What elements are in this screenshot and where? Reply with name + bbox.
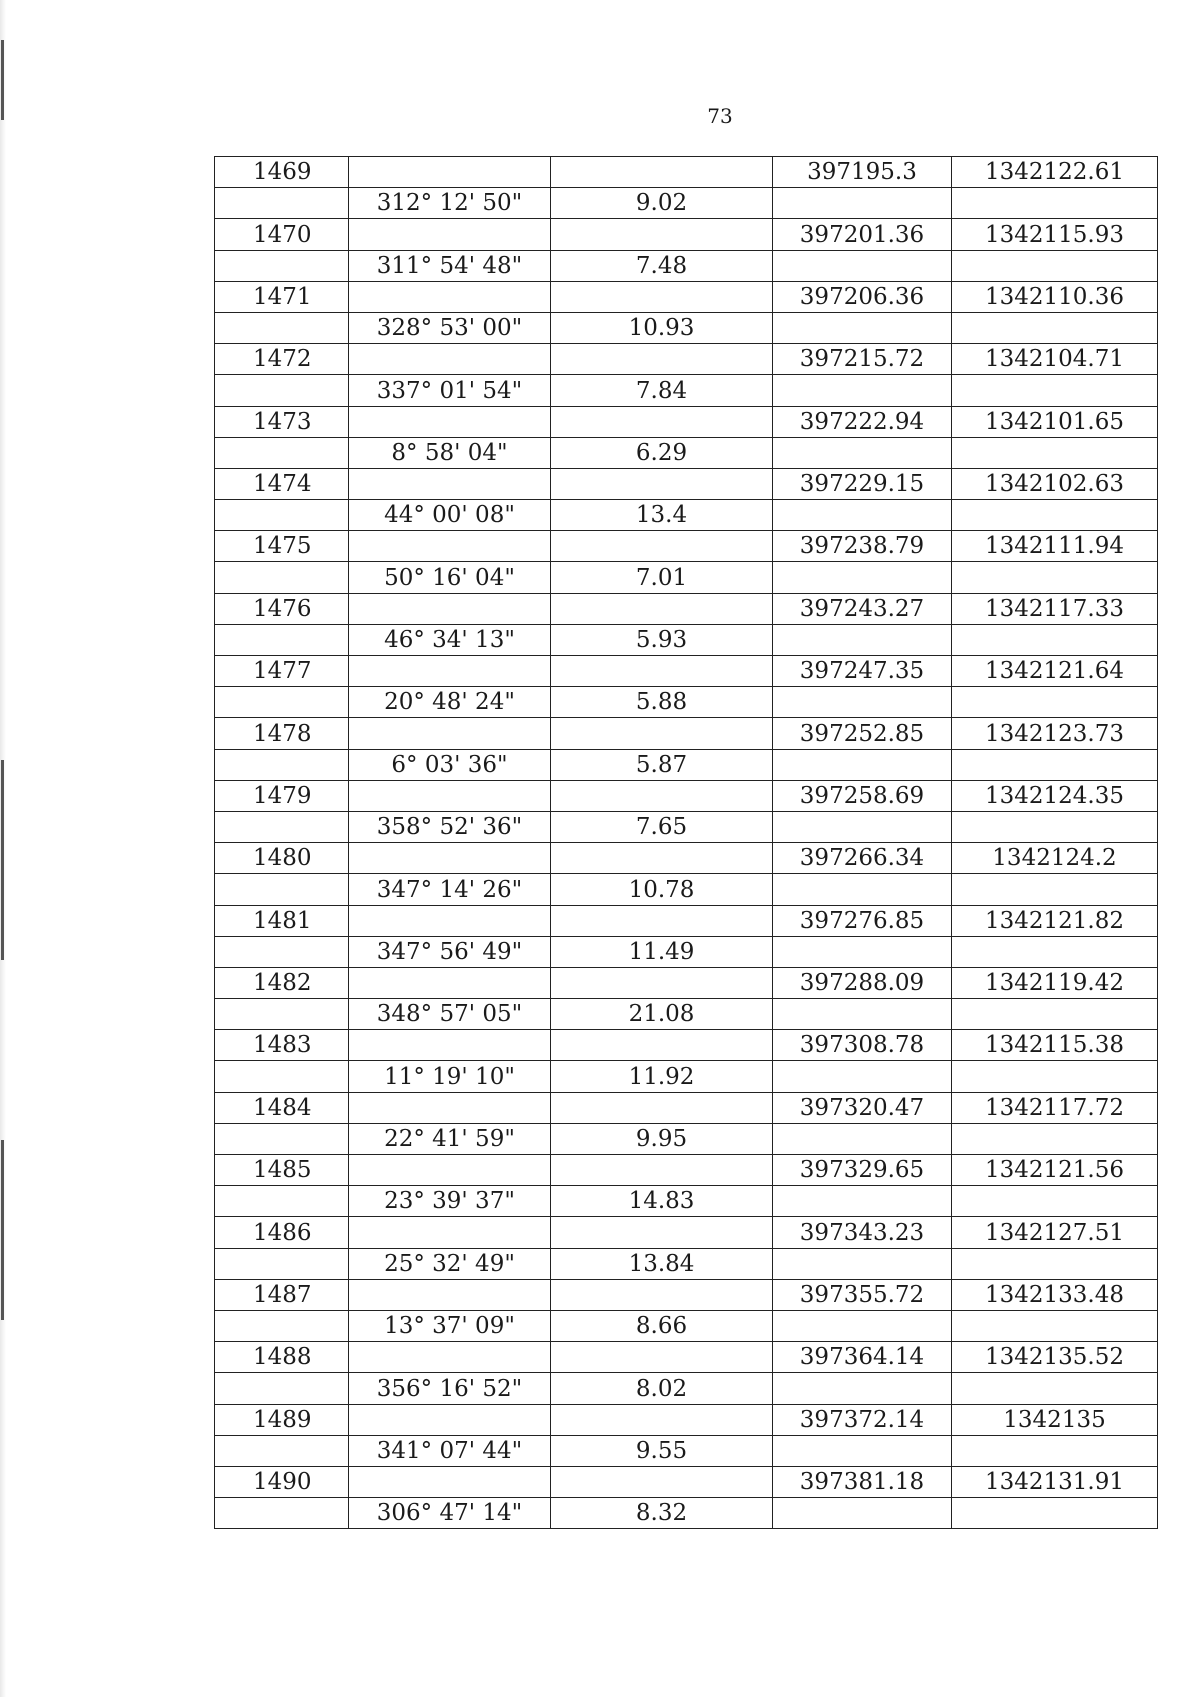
distance-cell	[551, 219, 773, 250]
table-row	[215, 874, 1158, 905]
northing-cell: 1342119.42	[952, 967, 1158, 998]
easting-cell: 397288.09	[773, 967, 952, 998]
station-cell: 1469	[215, 157, 349, 188]
station-cell: 1489	[215, 1404, 349, 1435]
distance-cell: 7.48	[551, 250, 773, 281]
distance-cell: 5.93	[551, 624, 773, 655]
station-cell	[215, 1061, 349, 1092]
distance-cell	[551, 406, 773, 437]
bearing-cell: 341° 07' 44"	[349, 1435, 551, 1466]
northing-cell	[952, 1061, 1158, 1092]
northing-cell: 1342133.48	[952, 1279, 1158, 1310]
table-row	[215, 500, 1158, 531]
distance-cell	[551, 281, 773, 312]
table-row	[215, 250, 1158, 281]
distance-cell: 10.78	[551, 874, 773, 905]
distance-cell	[551, 344, 773, 375]
bearing-cell: 306° 47' 14"	[349, 1498, 551, 1529]
northing-cell	[952, 1310, 1158, 1341]
scan-mark-middle	[1, 760, 4, 960]
station-cell	[215, 1435, 349, 1466]
northing-cell: 1342121.64	[952, 656, 1158, 687]
northing-cell: 1342110.36	[952, 281, 1158, 312]
northing-cell: 1342135	[952, 1404, 1158, 1435]
table-row	[215, 656, 1158, 687]
bearing-cell: 46° 34' 13"	[349, 624, 551, 655]
northing-cell	[952, 250, 1158, 281]
table-row	[215, 531, 1158, 562]
table-row	[215, 1248, 1158, 1279]
table-row	[215, 905, 1158, 936]
distance-cell	[551, 656, 773, 687]
bearing-cell	[349, 281, 551, 312]
northing-cell	[952, 500, 1158, 531]
table-row	[215, 1435, 1158, 1466]
table-row	[215, 1217, 1158, 1248]
bearing-cell	[349, 157, 551, 188]
easting-cell: 397343.23	[773, 1217, 952, 1248]
bearing-cell: 6° 03' 36"	[349, 749, 551, 780]
easting-cell	[773, 1373, 952, 1404]
easting-cell	[773, 437, 952, 468]
northing-cell	[952, 1498, 1158, 1529]
northing-cell: 1342121.82	[952, 905, 1158, 936]
easting-cell	[773, 250, 952, 281]
easting-cell	[773, 1248, 952, 1279]
table-row	[215, 1373, 1158, 1404]
northing-cell: 1342123.73	[952, 718, 1158, 749]
easting-cell: 397372.14	[773, 1404, 952, 1435]
distance-cell: 5.87	[551, 749, 773, 780]
station-cell	[215, 1498, 349, 1529]
table-row	[215, 1092, 1158, 1123]
distance-cell	[551, 1342, 773, 1373]
bearing-cell: 25° 32' 49"	[349, 1248, 551, 1279]
distance-cell: 9.95	[551, 1123, 773, 1154]
northing-cell	[952, 1248, 1158, 1279]
station-cell: 1473	[215, 406, 349, 437]
bearing-cell: 347° 14' 26"	[349, 874, 551, 905]
table-row	[215, 811, 1158, 842]
table-row	[215, 344, 1158, 375]
station-cell	[215, 811, 349, 842]
easting-cell: 397252.85	[773, 718, 952, 749]
northing-cell: 1342131.91	[952, 1466, 1158, 1497]
bearing-cell: 22° 41' 59"	[349, 1123, 551, 1154]
easting-cell: 397355.72	[773, 1279, 952, 1310]
bearing-cell: 348° 57' 05"	[349, 999, 551, 1030]
station-cell	[215, 188, 349, 219]
table-row	[215, 1404, 1158, 1435]
table-row	[215, 1310, 1158, 1341]
bearing-cell: 311° 54' 48"	[349, 250, 551, 281]
table-row	[215, 468, 1158, 499]
distance-cell: 10.93	[551, 312, 773, 343]
easting-cell	[773, 936, 952, 967]
station-cell: 1474	[215, 468, 349, 499]
bearing-cell: 50° 16' 04"	[349, 562, 551, 593]
table-row	[215, 437, 1158, 468]
station-cell: 1490	[215, 1466, 349, 1497]
distance-cell: 7.84	[551, 375, 773, 406]
easting-cell: 397229.15	[773, 468, 952, 499]
station-cell	[215, 500, 349, 531]
station-cell: 1486	[215, 1217, 349, 1248]
northing-cell	[952, 687, 1158, 718]
distance-cell: 13.4	[551, 500, 773, 531]
station-cell: 1472	[215, 344, 349, 375]
easting-cell: 397266.34	[773, 843, 952, 874]
station-cell	[215, 687, 349, 718]
station-cell: 1487	[215, 1279, 349, 1310]
easting-cell	[773, 1123, 952, 1154]
distance-cell: 14.83	[551, 1186, 773, 1217]
table-row	[215, 375, 1158, 406]
distance-cell: 7.65	[551, 811, 773, 842]
northing-cell	[952, 312, 1158, 343]
distance-cell: 8.02	[551, 1373, 773, 1404]
bearing-cell	[349, 593, 551, 624]
table-row	[215, 999, 1158, 1030]
easting-cell	[773, 811, 952, 842]
distance-cell: 21.08	[551, 999, 773, 1030]
distance-cell	[551, 593, 773, 624]
easting-cell	[773, 749, 952, 780]
bearing-cell: 328° 53' 00"	[349, 312, 551, 343]
station-cell	[215, 1186, 349, 1217]
distance-cell	[551, 1217, 773, 1248]
table-row	[215, 1155, 1158, 1186]
station-cell	[215, 437, 349, 468]
northing-cell	[952, 749, 1158, 780]
distance-cell	[551, 905, 773, 936]
table-row	[215, 157, 1158, 188]
station-cell	[215, 250, 349, 281]
bearing-cell: 13° 37' 09"	[349, 1310, 551, 1341]
easting-cell	[773, 1498, 952, 1529]
distance-cell	[551, 1155, 773, 1186]
northing-cell: 1342104.71	[952, 344, 1158, 375]
table-row	[215, 624, 1158, 655]
distance-cell	[551, 468, 773, 499]
northing-cell	[952, 1123, 1158, 1154]
northing-cell	[952, 1373, 1158, 1404]
table-row	[215, 843, 1158, 874]
bearing-cell	[349, 1404, 551, 1435]
station-cell: 1470	[215, 219, 349, 250]
station-cell: 1484	[215, 1092, 349, 1123]
easting-cell	[773, 1310, 952, 1341]
northing-cell: 1342124.35	[952, 780, 1158, 811]
table-row	[215, 281, 1158, 312]
station-cell	[215, 999, 349, 1030]
station-cell	[215, 936, 349, 967]
easting-cell: 397195.3	[773, 157, 952, 188]
station-cell: 1483	[215, 1030, 349, 1061]
table-row	[215, 1466, 1158, 1497]
station-cell	[215, 312, 349, 343]
station-cell	[215, 874, 349, 905]
easting-cell	[773, 1435, 952, 1466]
easting-cell	[773, 624, 952, 655]
northing-cell: 1342124.2	[952, 843, 1158, 874]
station-cell	[215, 562, 349, 593]
distance-cell: 8.66	[551, 1310, 773, 1341]
bearing-cell	[349, 344, 551, 375]
station-cell	[215, 1373, 349, 1404]
table-row	[215, 593, 1158, 624]
bearing-cell	[349, 843, 551, 874]
easting-cell	[773, 1186, 952, 1217]
bearing-cell	[349, 1030, 551, 1061]
table-row	[215, 1279, 1158, 1310]
bearing-cell	[349, 967, 551, 998]
easting-cell	[773, 188, 952, 219]
easting-cell: 397381.18	[773, 1466, 952, 1497]
bearing-cell	[349, 1155, 551, 1186]
bearing-cell	[349, 468, 551, 499]
distance-cell: 8.32	[551, 1498, 773, 1529]
station-cell: 1471	[215, 281, 349, 312]
easting-cell: 397276.85	[773, 905, 952, 936]
distance-cell	[551, 157, 773, 188]
northing-cell: 1342117.72	[952, 1092, 1158, 1123]
northing-cell	[952, 874, 1158, 905]
easting-cell: 397320.47	[773, 1092, 952, 1123]
station-cell	[215, 1123, 349, 1154]
easting-cell	[773, 312, 952, 343]
northing-cell	[952, 1435, 1158, 1466]
table-row	[215, 780, 1158, 811]
northing-cell	[952, 375, 1158, 406]
survey-coordinates-table	[214, 156, 1158, 1529]
station-cell: 1479	[215, 780, 349, 811]
table-body	[215, 157, 1158, 1529]
table-row	[215, 1123, 1158, 1154]
northing-cell: 1342111.94	[952, 531, 1158, 562]
bearing-cell: 356° 16' 52"	[349, 1373, 551, 1404]
bearing-cell: 337° 01' 54"	[349, 375, 551, 406]
table-row	[215, 312, 1158, 343]
easting-cell	[773, 1061, 952, 1092]
distance-cell	[551, 780, 773, 811]
station-cell	[215, 1248, 349, 1279]
station-cell: 1478	[215, 718, 349, 749]
table-row	[215, 749, 1158, 780]
station-cell	[215, 624, 349, 655]
bearing-cell	[349, 1466, 551, 1497]
station-cell	[215, 375, 349, 406]
northing-cell	[952, 999, 1158, 1030]
station-cell	[215, 749, 349, 780]
distance-cell	[551, 1030, 773, 1061]
easting-cell: 397329.65	[773, 1155, 952, 1186]
station-cell: 1477	[215, 656, 349, 687]
station-cell: 1482	[215, 967, 349, 998]
bearing-cell	[349, 905, 551, 936]
station-cell: 1480	[215, 843, 349, 874]
northing-cell: 1342122.61	[952, 157, 1158, 188]
northing-cell	[952, 562, 1158, 593]
station-cell: 1485	[215, 1155, 349, 1186]
table-row	[215, 1030, 1158, 1061]
table-row	[215, 1342, 1158, 1373]
northing-cell: 1342127.51	[952, 1217, 1158, 1248]
distance-cell	[551, 1466, 773, 1497]
bearing-cell	[349, 1342, 551, 1373]
northing-cell: 1342102.63	[952, 468, 1158, 499]
table-row	[215, 687, 1158, 718]
distance-cell: 11.49	[551, 936, 773, 967]
easting-cell: 397206.36	[773, 281, 952, 312]
distance-cell	[551, 1279, 773, 1310]
easting-cell: 397215.72	[773, 344, 952, 375]
station-cell	[215, 1310, 349, 1341]
bearing-cell: 312° 12' 50"	[349, 188, 551, 219]
bearing-cell	[349, 780, 551, 811]
northing-cell	[952, 936, 1158, 967]
station-cell: 1475	[215, 531, 349, 562]
distance-cell	[551, 718, 773, 749]
distance-cell: 11.92	[551, 1061, 773, 1092]
easting-cell	[773, 687, 952, 718]
bearing-cell	[349, 219, 551, 250]
distance-cell: 7.01	[551, 562, 773, 593]
page-number: 73	[707, 104, 733, 128]
table-row	[215, 562, 1158, 593]
easting-cell: 397308.78	[773, 1030, 952, 1061]
easting-cell	[773, 562, 952, 593]
table-row	[215, 1061, 1158, 1092]
bearing-cell: 11° 19' 10"	[349, 1061, 551, 1092]
distance-cell: 13.84	[551, 1248, 773, 1279]
bearing-cell	[349, 1217, 551, 1248]
distance-cell: 9.02	[551, 188, 773, 219]
table-row	[215, 188, 1158, 219]
bearing-cell	[349, 1092, 551, 1123]
northing-cell	[952, 1186, 1158, 1217]
distance-cell	[551, 967, 773, 998]
distance-cell: 5.88	[551, 687, 773, 718]
easting-cell: 397201.36	[773, 219, 952, 250]
northing-cell: 1342101.65	[952, 406, 1158, 437]
easting-cell: 397238.79	[773, 531, 952, 562]
northing-cell: 1342135.52	[952, 1342, 1158, 1373]
northing-cell	[952, 624, 1158, 655]
bearing-cell	[349, 1279, 551, 1310]
easting-cell	[773, 874, 952, 905]
distance-cell	[551, 531, 773, 562]
table-row	[215, 967, 1158, 998]
bearing-cell	[349, 656, 551, 687]
easting-cell: 397258.69	[773, 780, 952, 811]
bearing-cell	[349, 531, 551, 562]
distance-cell	[551, 843, 773, 874]
easting-cell: 397243.27	[773, 593, 952, 624]
bearing-cell: 8° 58' 04"	[349, 437, 551, 468]
easting-cell	[773, 500, 952, 531]
northing-cell: 1342115.38	[952, 1030, 1158, 1061]
bearing-cell: 44° 00' 08"	[349, 500, 551, 531]
scan-mark-lower	[1, 1140, 4, 1320]
table-row	[215, 936, 1158, 967]
bearing-cell	[349, 718, 551, 749]
northing-cell	[952, 811, 1158, 842]
easting-cell: 397364.14	[773, 1342, 952, 1373]
distance-cell	[551, 1092, 773, 1123]
northing-cell	[952, 437, 1158, 468]
distance-cell: 9.55	[551, 1435, 773, 1466]
easting-cell: 397222.94	[773, 406, 952, 437]
distance-cell	[551, 1404, 773, 1435]
easting-cell	[773, 375, 952, 406]
bearing-cell	[349, 406, 551, 437]
bearing-cell: 23° 39' 37"	[349, 1186, 551, 1217]
northing-cell: 1342117.33	[952, 593, 1158, 624]
easting-cell: 397247.35	[773, 656, 952, 687]
northing-cell: 1342121.56	[952, 1155, 1158, 1186]
bearing-cell: 358° 52' 36"	[349, 811, 551, 842]
table-row	[215, 406, 1158, 437]
station-cell: 1481	[215, 905, 349, 936]
bearing-cell: 347° 56' 49"	[349, 936, 551, 967]
scan-mark-top	[1, 40, 4, 120]
station-cell: 1488	[215, 1342, 349, 1373]
distance-cell: 6.29	[551, 437, 773, 468]
table-row	[215, 1498, 1158, 1529]
station-cell: 1476	[215, 593, 349, 624]
table-row	[215, 219, 1158, 250]
table-row	[215, 718, 1158, 749]
bearing-cell: 20° 48' 24"	[349, 687, 551, 718]
table-row	[215, 1186, 1158, 1217]
northing-cell: 1342115.93	[952, 219, 1158, 250]
easting-cell	[773, 999, 952, 1030]
northing-cell	[952, 188, 1158, 219]
